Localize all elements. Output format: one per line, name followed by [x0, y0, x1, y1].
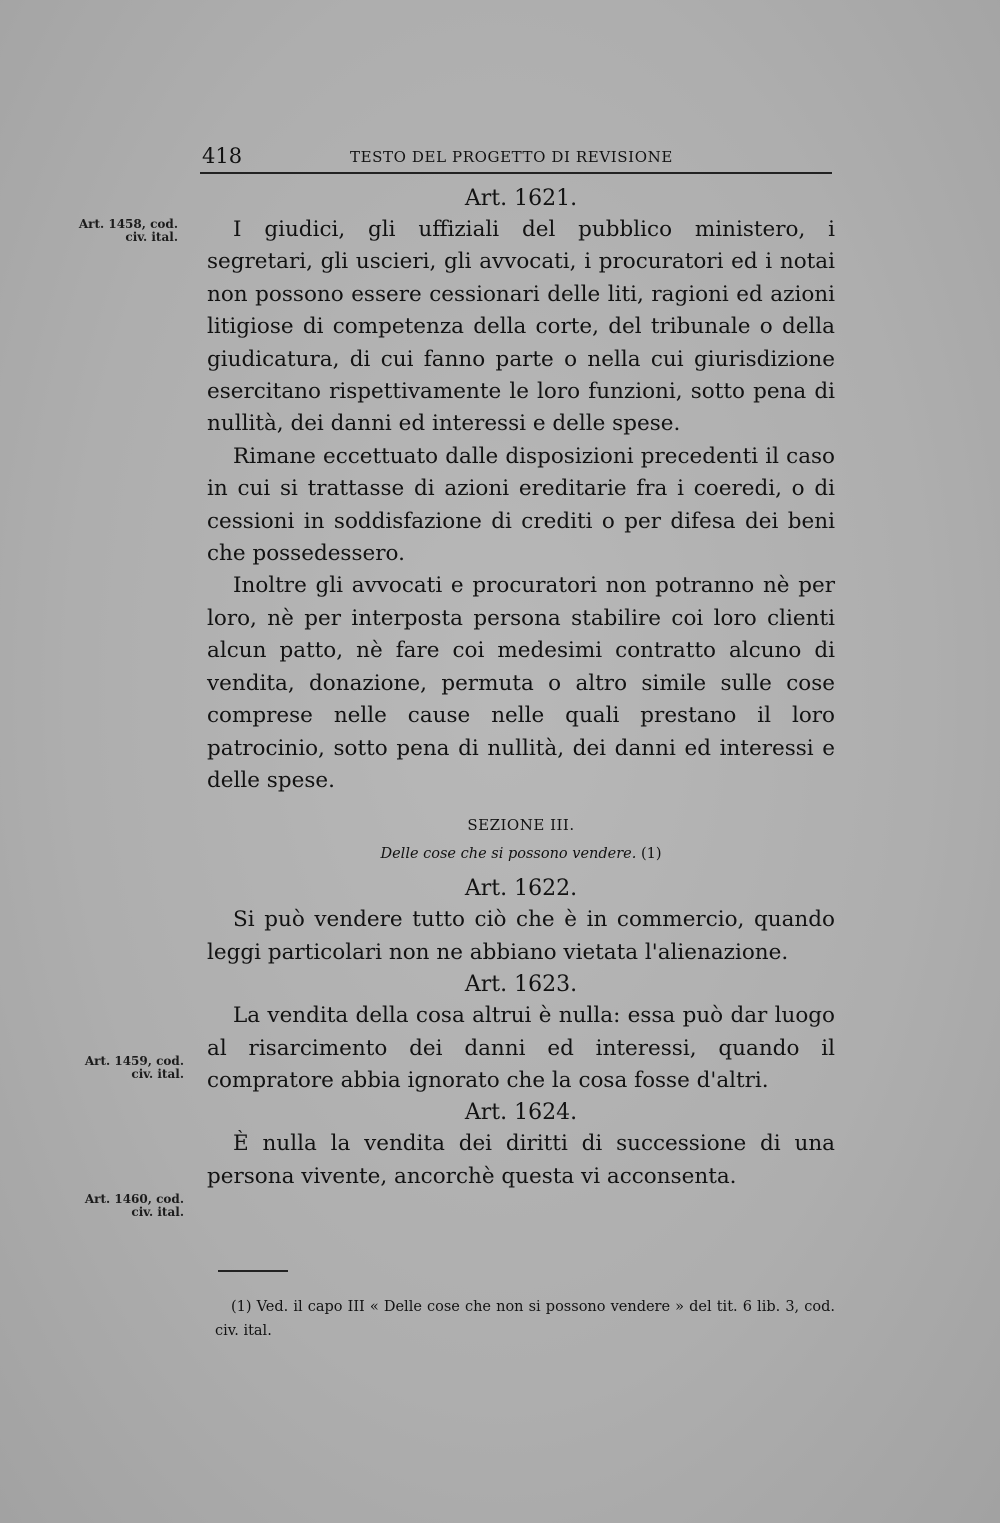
paragraph-1621-2: Rimane eccettuato dalle disposizioni precedenti il caso in cui si trattasse di azioni ereditarie fra i coeredi, o di cessioni in soddisfazione di crediti o per difesa dei beni che possedessero. [207, 443, 835, 567]
paragraph-1621-3: Inoltre gli avvocati e procuratori non potranno nè per loro, nè per interposta persona stabilire coi loro clienti alcun patto, nè fare coi medesimi contratto alcuno di vendita, donazione, permuta o altro simile sulle cose comprese nelle cause nelle quali prestano il loro patrocinio, sotto pena di nullità, dei danni ed interessi e delle spese. [207, 573, 835, 793]
paragraph-1622: Si può vendere tutto ciò che è in commercio, quando leggi particolari non ne abbiano vietata l'alienazione. [207, 907, 835, 965]
body-text [207, 183, 835, 1193]
margin-note-art-1459: Art. 1459, cod. civ. ital. [84, 1054, 184, 1081]
section-subtitle-text: Delle cose che si possono vendere. [380, 846, 637, 863]
page-number: 418 [202, 144, 243, 168]
article-heading-1623: Art. 1623. [464, 972, 578, 998]
header-rule [200, 172, 832, 174]
paragraph-1624: È nulla la vendita dei diritti di successione di una persona vivente, ancorchè questa vi acconsenta. [207, 1131, 835, 1189]
footnote-rule [218, 1270, 288, 1272]
margin-note-art-1460: Art. 1460, cod. civ. ital. [84, 1192, 184, 1219]
footnote: (1) Ved. il capo III « Delle cose che non si possono vendere » del tit. 6 lib. 3, cod. civ. ital. [215, 1298, 835, 1339]
article-heading-1624: Art. 1624. [464, 1100, 578, 1126]
article-heading-1622: Art. 1622. [464, 876, 578, 902]
article-heading-1621: Art. 1621. [464, 186, 578, 211]
section-subtitle [207, 843, 835, 865]
paragraph-1621-1: I giudici, gli uffiziali del pubblico ministero, i segretari, gli uscieri, gli avvocati, i procuratori ed i notai non possono essere cessionari delle liti, ragioni ed azioni litigiose di competenza della corte, del tribunale o della giudicatura, di cui fanno parte o nella cui giurisdizione esercitano rispettivamente le loro funzioni, sotto pena di nullità, dei danni ed interessi e delle spese. [207, 217, 835, 437]
paragraph-1623: La vendita della cosa altrui è nulla: essa può dar luogo al risarcimento dei danni ed interessi, quando il compratore abbia ignorato che la cosa fosse d'altri. [207, 1003, 835, 1093]
page-header [200, 140, 832, 170]
section-heading: SEZIONE III. [467, 816, 575, 835]
footnote-reference: (1) [640, 846, 662, 863]
running-title: TESTO DEL PROGETTO DI REVISIONE [350, 148, 673, 166]
margin-note-art-1458: Art. 1458, cod. civ. ital. [78, 217, 178, 244]
